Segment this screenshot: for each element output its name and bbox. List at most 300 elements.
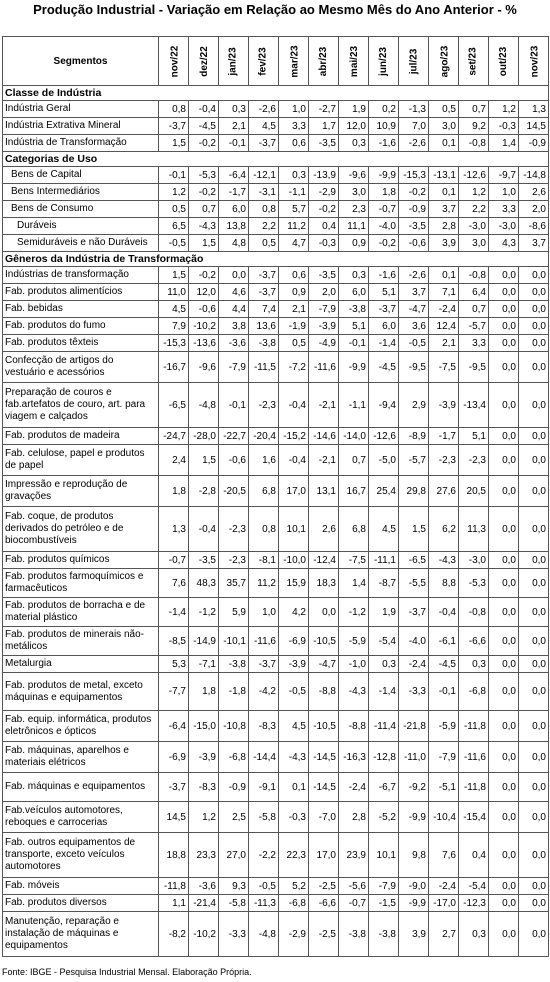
value-cell: -0,9 (519, 135, 549, 152)
value-cell: 35,7 (219, 569, 249, 598)
value-cell: 7,4 (249, 301, 279, 318)
value-cell: -0,1 (429, 673, 459, 711)
value-cell: 3,0 (339, 184, 369, 201)
value-cell: -0,6 (219, 445, 249, 476)
value-cell: -1,0 (339, 656, 369, 673)
value-cell: -13,4 (459, 383, 489, 428)
month-header-label: nov/22 (169, 45, 181, 77)
value-cell: 0,0 (489, 267, 519, 284)
value-cell: 10,1 (279, 507, 309, 552)
value-cell: 0,0 (519, 552, 549, 569)
row-label: Indústria de Transformação (3, 135, 159, 152)
month-header-label: jun/23 (378, 46, 389, 76)
value-cell: -6,9 (159, 742, 189, 773)
value-cell: -11,6 (249, 627, 279, 656)
value-cell: -3,7 (399, 598, 429, 627)
value-cell: 0,3 (219, 101, 249, 118)
value-cell: 0,0 (489, 833, 519, 878)
header-row (3, 37, 549, 86)
value-cell: 3,7 (399, 284, 429, 301)
value-cell: -1,4 (369, 335, 399, 352)
value-cell: -6,7 (369, 773, 399, 802)
row-label: Fab. produtos farmoquímicos e farmacêuticos (3, 569, 159, 598)
value-cell: -9,2 (399, 773, 429, 802)
value-cell: 18,8 (159, 833, 189, 878)
value-cell: 1,9 (339, 101, 369, 118)
value-cell: 1,3 (519, 101, 549, 118)
value-cell: -4,8 (249, 912, 279, 957)
value-cell: -0,6 (399, 235, 429, 252)
value-cell: 1,5 (189, 445, 219, 476)
value-cell: -1,6 (369, 135, 399, 152)
value-cell: 0,0 (519, 383, 549, 428)
table-row (3, 802, 549, 833)
table-row (3, 552, 549, 569)
value-cell: 9,2 (459, 118, 489, 135)
value-cell: -3,7 (159, 773, 189, 802)
table-row (3, 627, 549, 656)
value-cell: -2,4 (429, 878, 459, 895)
value-cell: 0,0 (519, 428, 549, 445)
value-cell: -2,4 (339, 773, 369, 802)
value-cell: 0,1 (279, 773, 309, 802)
value-cell: 7,6 (429, 833, 459, 878)
value-cell: -3,9 (279, 656, 309, 673)
value-cell: 1,2 (159, 184, 189, 201)
value-cell: -0,5 (159, 235, 189, 252)
value-cell: 23,3 (189, 833, 219, 878)
value-cell: -11,5 (249, 352, 279, 383)
table-row (3, 167, 549, 184)
value-cell: 0,0 (519, 267, 549, 284)
value-cell: 4,5 (159, 301, 189, 318)
value-cell: 14,5 (519, 118, 549, 135)
value-cell: 6,0 (219, 201, 249, 218)
value-cell: 5,3 (159, 656, 189, 673)
row-label: Fab.veículos automotores, reboques e carrocerias (3, 802, 159, 833)
table-row (3, 912, 549, 957)
value-cell: 6,0 (369, 318, 399, 335)
value-cell: -12,3 (459, 895, 489, 912)
row-label: Fab. outros equipamentos de transporte, exceto veículos automotores (3, 833, 159, 878)
table-row (3, 284, 549, 301)
row-label: Bens de Capital (3, 167, 159, 184)
value-cell: -2,4 (429, 301, 459, 318)
value-cell: -10,4 (429, 802, 459, 833)
value-cell: 0,8 (159, 101, 189, 118)
value-cell: 0,0 (489, 878, 519, 895)
value-cell: -7,0 (309, 802, 339, 833)
value-cell: -14,4 (249, 742, 279, 773)
table-row (3, 352, 549, 383)
value-cell: -5,4 (369, 627, 399, 656)
value-cell: -5,9 (429, 711, 459, 742)
value-cell: -15,3 (399, 167, 429, 184)
value-cell: -3,9 (429, 383, 459, 428)
value-cell: -1,6 (369, 267, 399, 284)
value-cell: -4,2 (249, 673, 279, 711)
value-cell: 0,0 (309, 598, 339, 627)
value-cell: -0,5 (249, 878, 279, 895)
table-row (3, 235, 549, 252)
value-cell: -1,7 (219, 184, 249, 201)
value-cell: 0,0 (489, 428, 519, 445)
table-body (3, 86, 549, 957)
value-cell: -13,1 (429, 167, 459, 184)
value-cell: 4,2 (279, 598, 309, 627)
value-cell: -8,1 (249, 552, 279, 569)
value-cell: -3,7 (249, 656, 279, 673)
value-cell: 10,9 (369, 118, 399, 135)
value-cell: -0,4 (279, 383, 309, 428)
value-cell: 1,4 (339, 569, 369, 598)
value-cell: 5,1 (459, 428, 489, 445)
value-cell: 3,6 (399, 318, 429, 335)
row-label: Confecção de artigos do vestuário e acessórios (3, 352, 159, 383)
value-cell: -2,6 (399, 267, 429, 284)
value-cell: -9,0 (399, 878, 429, 895)
value-cell: 2,0 (519, 201, 549, 218)
section-header-row (3, 152, 549, 167)
month-header-label: jul/23 (407, 48, 419, 74)
section-title: Categorias de Uso (3, 152, 549, 167)
row-label: Fab. máquinas, aparelhos e materiais elétricos (3, 742, 159, 773)
value-cell: 0,0 (489, 802, 519, 833)
table-row (3, 878, 549, 895)
table-row (3, 711, 549, 742)
value-cell: 0,0 (519, 284, 549, 301)
value-cell: -2,3 (219, 552, 249, 569)
value-cell: 1,8 (189, 673, 219, 711)
value-cell: -21,8 (399, 711, 429, 742)
value-cell: -7,1 (189, 656, 219, 673)
value-cell: -3,8 (339, 912, 369, 957)
value-cell: -2,5 (309, 878, 339, 895)
value-cell: -9,4 (369, 383, 399, 428)
value-cell: 6,5 (159, 218, 189, 235)
value-cell: 3,7 (519, 235, 549, 252)
month-header-label: nov/23 (529, 45, 541, 77)
value-cell: 1,1 (159, 895, 189, 912)
value-cell: -5,5 (399, 569, 429, 598)
value-cell: -0,4 (189, 101, 219, 118)
value-cell: 3,3 (459, 335, 489, 352)
table-row (3, 267, 549, 284)
value-cell: 4,4 (219, 301, 249, 318)
value-cell: 7,9 (159, 318, 189, 335)
table-row (3, 895, 549, 912)
table-row (3, 507, 549, 552)
value-cell: 3,3 (489, 201, 519, 218)
value-cell: -15,2 (279, 428, 309, 445)
value-cell: -6,5 (399, 552, 429, 569)
value-cell: 2,2 (459, 201, 489, 218)
row-label: Fab. produtos alimentícios (3, 284, 159, 301)
value-cell: 2,1 (429, 335, 459, 352)
value-cell: -1,2 (339, 598, 369, 627)
value-cell: -16,7 (159, 352, 189, 383)
value-cell: -28,0 (189, 428, 219, 445)
table-row (3, 673, 549, 711)
value-cell: 0,0 (489, 284, 519, 301)
value-cell: 16,7 (339, 476, 369, 507)
value-cell: -12,8 (369, 742, 399, 773)
value-cell: 7,6 (159, 569, 189, 598)
value-cell: -15,0 (189, 711, 219, 742)
value-cell: 0,0 (219, 267, 249, 284)
value-cell: 0,4 (459, 833, 489, 878)
value-cell: -0,7 (159, 552, 189, 569)
value-cell: 20,5 (459, 476, 489, 507)
value-cell: -5,3 (189, 167, 219, 184)
value-cell: -13,6 (189, 335, 219, 352)
value-cell: -22,7 (219, 428, 249, 445)
value-cell: 0,0 (519, 318, 549, 335)
value-cell: -9,1 (249, 773, 279, 802)
row-label: Duráveis (3, 218, 159, 235)
value-cell: 0,5 (429, 101, 459, 118)
value-cell: -12,6 (459, 167, 489, 184)
value-cell: 6,4 (459, 284, 489, 301)
row-label: Fab. produtos do fumo (3, 318, 159, 335)
value-cell: -8,9 (399, 428, 429, 445)
value-cell: 0,0 (489, 656, 519, 673)
month-header (309, 37, 339, 86)
value-cell: 1,8 (159, 476, 189, 507)
month-header (279, 37, 309, 86)
value-cell: 27,0 (219, 833, 249, 878)
value-cell: 0,0 (519, 445, 549, 476)
value-cell: 5,1 (369, 284, 399, 301)
value-cell: -0,2 (189, 135, 219, 152)
row-label: Indústrias de transformação (3, 267, 159, 284)
value-cell: -1,9 (279, 318, 309, 335)
value-cell: -1,7 (429, 428, 459, 445)
month-header-label: fev/23 (257, 46, 269, 76)
value-cell: -8,8 (309, 673, 339, 711)
value-cell: 11,2 (249, 569, 279, 598)
value-cell: -7,9 (429, 742, 459, 773)
value-cell: -0,3 (309, 235, 339, 252)
value-cell: -14,5 (309, 742, 339, 773)
value-cell: -5,7 (399, 445, 429, 476)
value-cell: -0,1 (339, 335, 369, 352)
value-cell: 0,1 (429, 184, 459, 201)
value-cell: 0,0 (519, 673, 549, 711)
value-cell: 0,0 (489, 912, 519, 957)
month-header (339, 37, 369, 86)
value-cell: 8,8 (429, 569, 459, 598)
value-cell: -2,3 (219, 507, 249, 552)
value-cell: -8,5 (159, 627, 189, 656)
table-row (3, 101, 549, 118)
row-label: Fab. celulose, papel e produtos de papel (3, 445, 159, 476)
value-cell: -9,9 (399, 802, 429, 833)
value-cell: 22,3 (279, 833, 309, 878)
value-cell: 0,8 (249, 201, 279, 218)
value-cell: 11,2 (279, 218, 309, 235)
row-label: Fab. móveis (3, 878, 159, 895)
value-cell: 0,0 (519, 352, 549, 383)
month-header-label: out/23 (498, 46, 510, 76)
value-cell: 0,0 (489, 476, 519, 507)
value-cell: -11,1 (369, 552, 399, 569)
value-cell: -8,3 (249, 711, 279, 742)
value-cell: 0,0 (519, 912, 549, 957)
row-label: Fab. produtos de minerais não-metálicos (3, 627, 159, 656)
value-cell: -11,0 (399, 742, 429, 773)
value-cell: -8,2 (159, 912, 189, 957)
value-cell: 13,6 (249, 318, 279, 335)
value-cell: -0,1 (219, 383, 249, 428)
value-cell: -15,3 (159, 335, 189, 352)
row-label: Manutenção, reparação e instalação de máquinas e equipamentos (3, 912, 159, 957)
month-header-label: dez/22 (198, 45, 210, 77)
value-cell: -6,1 (429, 627, 459, 656)
value-cell: -0,2 (369, 235, 399, 252)
value-cell: 4,5 (249, 118, 279, 135)
month-header (189, 37, 219, 86)
row-label: Fab. bebidas (3, 301, 159, 318)
value-cell: -9,9 (369, 167, 399, 184)
value-cell: 2,9 (399, 383, 429, 428)
value-cell: 3,3 (279, 118, 309, 135)
value-cell: -2,7 (309, 101, 339, 118)
month-header (399, 37, 429, 86)
value-cell: -3,7 (369, 301, 399, 318)
value-cell: -0,8 (459, 135, 489, 152)
value-cell: 4,7 (279, 235, 309, 252)
value-cell: -11,8 (459, 711, 489, 742)
value-cell: -6,4 (219, 167, 249, 184)
value-cell: 6,2 (429, 507, 459, 552)
section-header-row (3, 252, 549, 267)
value-cell: -8,3 (189, 773, 219, 802)
value-cell: 0,0 (489, 673, 519, 711)
value-cell: 1,3 (159, 507, 189, 552)
table-row (3, 184, 549, 201)
value-cell: -0,9 (399, 201, 429, 218)
value-cell: 4,5 (279, 711, 309, 742)
value-cell: 9,3 (219, 878, 249, 895)
value-cell: 6,8 (339, 507, 369, 552)
value-cell: 5,2 (279, 878, 309, 895)
value-cell: 0,0 (489, 711, 519, 742)
value-cell: -12,6 (369, 428, 399, 445)
table-row (3, 476, 549, 507)
value-cell: 1,6 (249, 445, 279, 476)
value-cell: 0,0 (519, 301, 549, 318)
source-footnote: Fonte: IBGE - Pesquisa Industrial Mensal. Elaboração Própria. (2, 967, 252, 977)
table-row (3, 301, 549, 318)
value-cell: -3,0 (489, 218, 519, 235)
month-header (429, 37, 459, 86)
value-cell: 0,0 (489, 895, 519, 912)
value-cell: 4,5 (369, 507, 399, 552)
value-cell: 0,3 (459, 656, 489, 673)
value-cell: 17,0 (309, 833, 339, 878)
value-cell: 0,3 (339, 135, 369, 152)
value-cell: 0,0 (519, 476, 549, 507)
value-cell: -0,5 (279, 673, 309, 711)
value-cell: 0,0 (489, 445, 519, 476)
value-cell: -0,7 (339, 895, 369, 912)
value-cell: -0,4 (429, 598, 459, 627)
row-label: Indústria Extrativa Mineral (3, 118, 159, 135)
value-cell: 13,1 (309, 476, 339, 507)
value-cell: 0,0 (519, 802, 549, 833)
value-cell: -5,9 (339, 627, 369, 656)
value-cell: -14,5 (309, 773, 339, 802)
value-cell: 0,0 (489, 569, 519, 598)
value-cell: 0,7 (339, 445, 369, 476)
value-cell: 7,1 (429, 284, 459, 301)
value-cell: 1,5 (399, 507, 429, 552)
value-cell: -3,7 (249, 267, 279, 284)
value-cell: 1,5 (159, 267, 189, 284)
value-cell: -8,7 (369, 569, 399, 598)
value-cell: 11,0 (159, 284, 189, 301)
value-cell: -1,5 (369, 895, 399, 912)
table-row (3, 335, 549, 352)
value-cell: 1,0 (279, 101, 309, 118)
value-cell: -7,5 (339, 552, 369, 569)
value-cell: 2,3 (339, 201, 369, 218)
production-table (2, 36, 549, 957)
value-cell: 0,0 (519, 656, 549, 673)
value-cell: -9,9 (339, 352, 369, 383)
value-cell: 0,3 (459, 912, 489, 957)
value-cell: 10,1 (369, 833, 399, 878)
value-cell: 0,1 (429, 267, 459, 284)
value-cell: 2,8 (339, 802, 369, 833)
value-cell: -1,4 (159, 598, 189, 627)
row-label: Fab. produtos de metal, exceto máquinas e equipamentos (3, 673, 159, 711)
value-cell: 2,0 (309, 284, 339, 301)
value-cell: 27,6 (429, 476, 459, 507)
value-cell: -4,3 (339, 673, 369, 711)
value-cell: 2,5 (219, 802, 249, 833)
value-cell: -11,8 (159, 878, 189, 895)
value-cell: 0,0 (519, 833, 549, 878)
value-cell: -10,2 (189, 318, 219, 335)
table-row (3, 445, 549, 476)
value-cell: 0,8 (249, 507, 279, 552)
value-cell: 4,6 (219, 284, 249, 301)
value-cell: -2,3 (249, 383, 279, 428)
value-cell: -0,4 (279, 445, 309, 476)
value-cell: -3,7 (249, 284, 279, 301)
value-cell: 29,8 (399, 476, 429, 507)
value-cell: -2,6 (249, 101, 279, 118)
value-cell: -4,5 (189, 118, 219, 135)
row-label: Fab. produtos têxteis (3, 335, 159, 352)
value-cell: 0,1 (429, 135, 459, 152)
value-cell: 1,4 (489, 135, 519, 152)
value-cell: -7,9 (219, 352, 249, 383)
row-label: Impressão e reprodução de gravações (3, 476, 159, 507)
value-cell: -0,9 (219, 773, 249, 802)
value-cell: 4,8 (219, 235, 249, 252)
table-row (3, 742, 549, 773)
value-cell: -0,7 (369, 201, 399, 218)
value-cell: 0,3 (339, 267, 369, 284)
value-cell: -6,6 (309, 895, 339, 912)
value-cell: -6,8 (459, 673, 489, 711)
value-cell: -2,6 (399, 135, 429, 152)
value-cell: 13,8 (219, 218, 249, 235)
value-cell: -21,4 (189, 895, 219, 912)
